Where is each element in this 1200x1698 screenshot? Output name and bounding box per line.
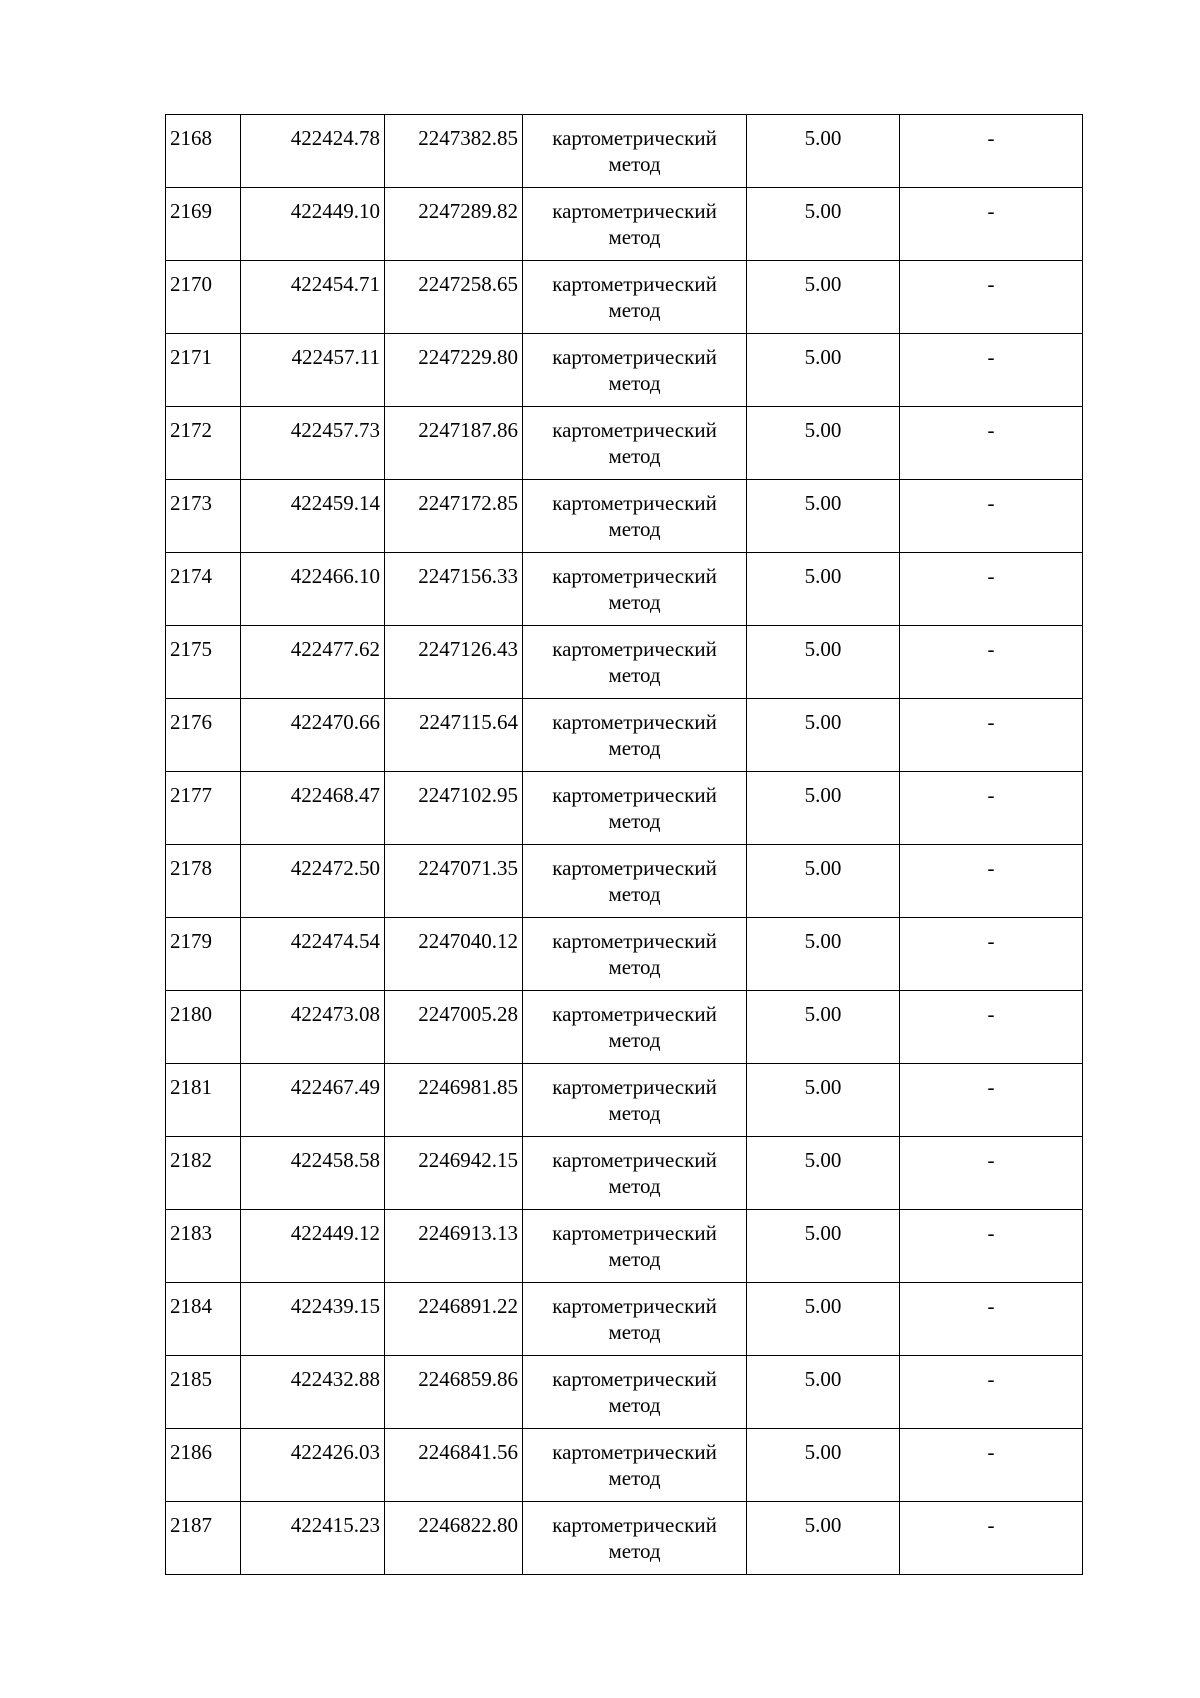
point-number-cell: 2176 (166, 699, 241, 772)
x-coordinate-cell: 422454.71 (241, 261, 385, 334)
x-coordinate-cell: 422466.10 (241, 553, 385, 626)
accuracy-cell: 5.00 (747, 188, 900, 261)
x-coordinate-cell: 422472.50 (241, 845, 385, 918)
table-row (166, 772, 1083, 845)
x-coordinate-cell: 422457.73 (241, 407, 385, 480)
x-coordinate-cell: 422457.11 (241, 334, 385, 407)
y-coordinate-cell: 2247258.65 (385, 261, 523, 334)
point-number-cell: 2175 (166, 626, 241, 699)
accuracy-cell: 5.00 (747, 991, 900, 1064)
description-cell: - (900, 188, 1083, 261)
description-cell: - (900, 480, 1083, 553)
method-cell: картометрический метод (523, 1137, 747, 1210)
table-row (166, 699, 1083, 772)
accuracy-cell: 5.00 (747, 1064, 900, 1137)
point-number-cell: 2187 (166, 1502, 241, 1575)
description-cell: - (900, 261, 1083, 334)
method-cell: картометрический метод (523, 480, 747, 553)
y-coordinate-cell: 2247005.28 (385, 991, 523, 1064)
point-number-cell: 2177 (166, 772, 241, 845)
description-cell: - (900, 772, 1083, 845)
accuracy-cell: 5.00 (747, 1283, 900, 1356)
description-cell: - (900, 918, 1083, 991)
table-row (166, 115, 1083, 188)
x-coordinate-cell: 422459.14 (241, 480, 385, 553)
accuracy-cell: 5.00 (747, 334, 900, 407)
y-coordinate-cell: 2247102.95 (385, 772, 523, 845)
method-cell: картометрический метод (523, 845, 747, 918)
method-cell: картометрический метод (523, 991, 747, 1064)
point-number-cell: 2170 (166, 261, 241, 334)
table-row (166, 1210, 1083, 1283)
point-number-cell: 2186 (166, 1429, 241, 1502)
table-row (166, 1283, 1083, 1356)
description-cell: - (900, 1137, 1083, 1210)
table-row (166, 480, 1083, 553)
accuracy-cell: 5.00 (747, 1210, 900, 1283)
accuracy-cell: 5.00 (747, 480, 900, 553)
point-number-cell: 2183 (166, 1210, 241, 1283)
x-coordinate-cell: 422449.12 (241, 1210, 385, 1283)
accuracy-cell: 5.00 (747, 407, 900, 480)
x-coordinate-cell: 422468.47 (241, 772, 385, 845)
point-number-cell: 2179 (166, 918, 241, 991)
table-row (166, 1502, 1083, 1575)
description-cell: - (900, 1429, 1083, 1502)
accuracy-cell: 5.00 (747, 553, 900, 626)
description-cell: - (900, 845, 1083, 918)
accuracy-cell: 5.00 (747, 261, 900, 334)
table-row (166, 407, 1083, 480)
point-number-cell: 2185 (166, 1356, 241, 1429)
point-number-cell: 2169 (166, 188, 241, 261)
method-cell: картометрический метод (523, 407, 747, 480)
y-coordinate-cell: 2246859.86 (385, 1356, 523, 1429)
point-number-cell: 2174 (166, 553, 241, 626)
x-coordinate-cell: 422470.66 (241, 699, 385, 772)
description-cell: - (900, 1210, 1083, 1283)
y-coordinate-cell: 2247126.43 (385, 626, 523, 699)
description-cell: - (900, 626, 1083, 699)
y-coordinate-cell: 2247115.64 (385, 699, 523, 772)
method-cell: картометрический метод (523, 115, 747, 188)
point-number-cell: 2171 (166, 334, 241, 407)
y-coordinate-cell: 2246891.22 (385, 1283, 523, 1356)
method-cell: картометрический метод (523, 1210, 747, 1283)
method-cell: картометрический метод (523, 772, 747, 845)
table-row (166, 188, 1083, 261)
coordinates-table-body (166, 115, 1083, 1575)
table-row (166, 553, 1083, 626)
y-coordinate-cell: 2246822.80 (385, 1502, 523, 1575)
method-cell: картометрический метод (523, 261, 747, 334)
method-cell: картометрический метод (523, 1064, 747, 1137)
table-row (166, 1064, 1083, 1137)
accuracy-cell: 5.00 (747, 918, 900, 991)
method-cell: картометрический метод (523, 699, 747, 772)
description-cell: - (900, 1064, 1083, 1137)
table-row (166, 1137, 1083, 1210)
method-cell: картометрический метод (523, 553, 747, 626)
method-cell: картометрический метод (523, 1429, 747, 1502)
x-coordinate-cell: 422477.62 (241, 626, 385, 699)
table-row (166, 1356, 1083, 1429)
point-number-cell: 2180 (166, 991, 241, 1064)
point-number-cell: 2181 (166, 1064, 241, 1137)
x-coordinate-cell: 422426.03 (241, 1429, 385, 1502)
y-coordinate-cell: 2247289.82 (385, 188, 523, 261)
accuracy-cell: 5.00 (747, 699, 900, 772)
y-coordinate-cell: 2246981.85 (385, 1064, 523, 1137)
y-coordinate-cell: 2246913.13 (385, 1210, 523, 1283)
accuracy-cell: 5.00 (747, 626, 900, 699)
point-number-cell: 2172 (166, 407, 241, 480)
description-cell: - (900, 334, 1083, 407)
y-coordinate-cell: 2247040.12 (385, 918, 523, 991)
description-cell: - (900, 699, 1083, 772)
method-cell: картометрический метод (523, 334, 747, 407)
description-cell: - (900, 1356, 1083, 1429)
point-number-cell: 2168 (166, 115, 241, 188)
y-coordinate-cell: 2247187.86 (385, 407, 523, 480)
accuracy-cell: 5.00 (747, 1356, 900, 1429)
point-number-cell: 2173 (166, 480, 241, 553)
point-number-cell: 2178 (166, 845, 241, 918)
table-row (166, 334, 1083, 407)
y-coordinate-cell: 2246841.56 (385, 1429, 523, 1502)
y-coordinate-cell: 2247382.85 (385, 115, 523, 188)
coordinates-table (165, 114, 1083, 1575)
table-row (166, 918, 1083, 991)
description-cell: - (900, 1502, 1083, 1575)
x-coordinate-cell: 422439.15 (241, 1283, 385, 1356)
accuracy-cell: 5.00 (747, 1502, 900, 1575)
y-coordinate-cell: 2247172.85 (385, 480, 523, 553)
accuracy-cell: 5.00 (747, 115, 900, 188)
method-cell: картометрический метод (523, 918, 747, 991)
method-cell: картометрический метод (523, 1502, 747, 1575)
x-coordinate-cell: 422474.54 (241, 918, 385, 991)
accuracy-cell: 5.00 (747, 772, 900, 845)
method-cell: картометрический метод (523, 626, 747, 699)
point-number-cell: 2184 (166, 1283, 241, 1356)
description-cell: - (900, 115, 1083, 188)
description-cell: - (900, 1283, 1083, 1356)
table-row (166, 1429, 1083, 1502)
description-cell: - (900, 407, 1083, 480)
y-coordinate-cell: 2247229.80 (385, 334, 523, 407)
x-coordinate-cell: 422473.08 (241, 991, 385, 1064)
table-row (166, 261, 1083, 334)
description-cell: - (900, 553, 1083, 626)
accuracy-cell: 5.00 (747, 1137, 900, 1210)
x-coordinate-cell: 422424.78 (241, 115, 385, 188)
table-row (166, 626, 1083, 699)
y-coordinate-cell: 2247156.33 (385, 553, 523, 626)
point-number-cell: 2182 (166, 1137, 241, 1210)
description-cell: - (900, 991, 1083, 1064)
y-coordinate-cell: 2247071.35 (385, 845, 523, 918)
y-coordinate-cell: 2246942.15 (385, 1137, 523, 1210)
x-coordinate-cell: 422449.10 (241, 188, 385, 261)
table-row (166, 845, 1083, 918)
method-cell: картометрический метод (523, 188, 747, 261)
x-coordinate-cell: 422458.58 (241, 1137, 385, 1210)
x-coordinate-cell: 422415.23 (241, 1502, 385, 1575)
accuracy-cell: 5.00 (747, 845, 900, 918)
accuracy-cell: 5.00 (747, 1429, 900, 1502)
table-row (166, 991, 1083, 1064)
x-coordinate-cell: 422432.88 (241, 1356, 385, 1429)
x-coordinate-cell: 422467.49 (241, 1064, 385, 1137)
method-cell: картометрический метод (523, 1356, 747, 1429)
method-cell: картометрический метод (523, 1283, 747, 1356)
